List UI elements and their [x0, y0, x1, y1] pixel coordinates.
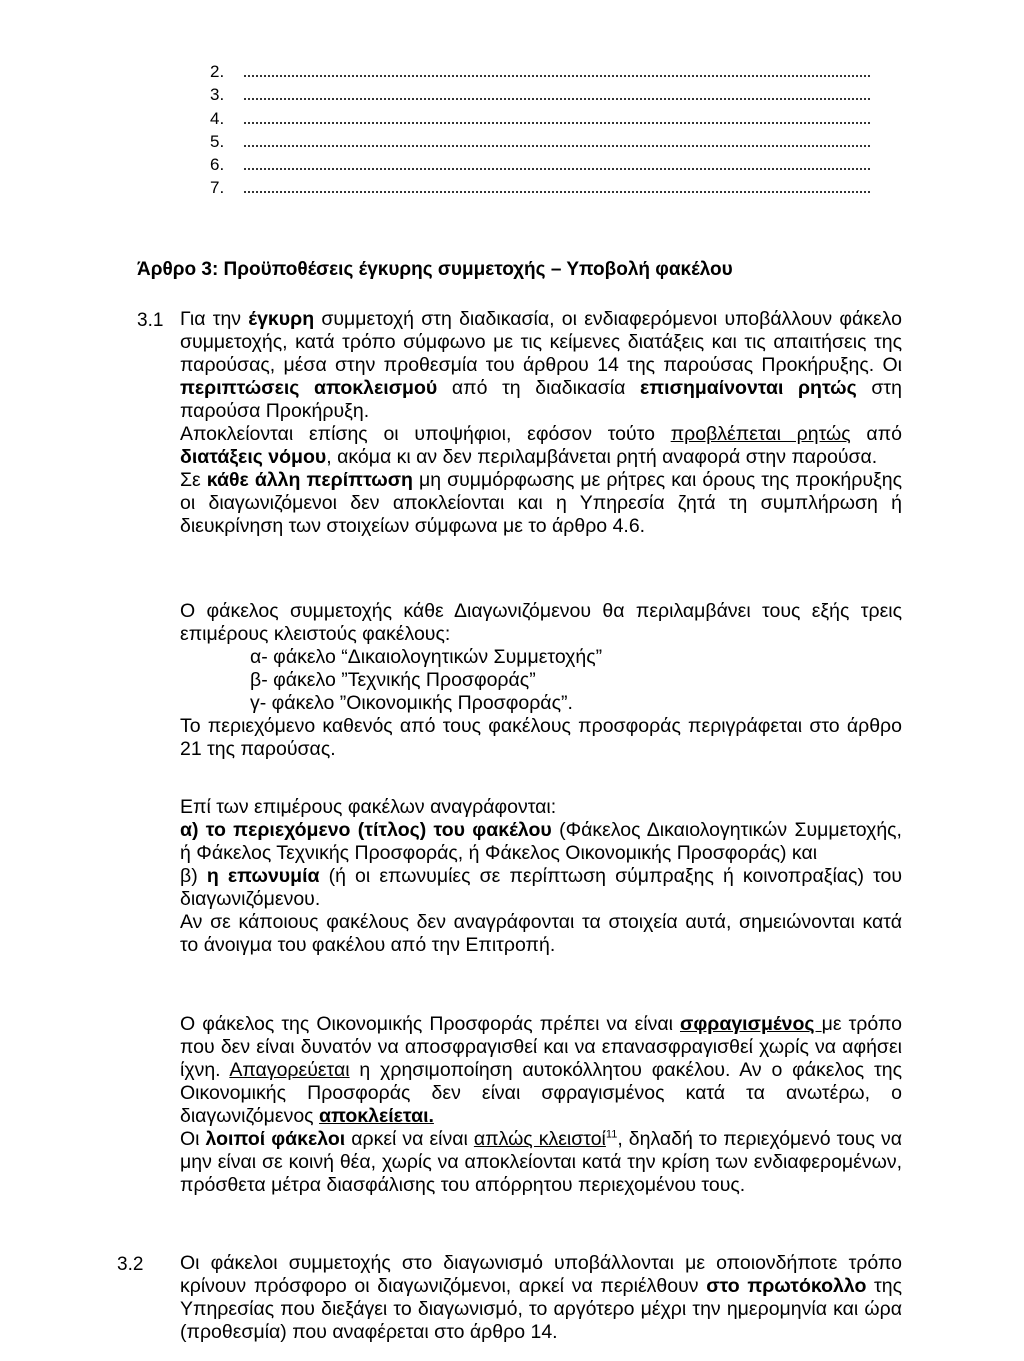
numbered-list — [210, 62, 870, 202]
list-item: 5. — [210, 132, 870, 155]
envelopes-block — [180, 600, 902, 761]
paragraph: Σε κάθε άλλη περίπτωση μη συμμόρφωσης με ρήτρες και όρους της προκήρυξης οι διαγωνιζόμενοι δεν αποκλείονται και η Υπηρεσία ζητά τη συμπλήρωση ή διευκρίνηση των στοιχείων σύμφωνα με το άρθρο 4.6. — [180, 469, 902, 537]
paragraph: α) το περιεχόμενο (τίτλος) του φακέλου (Φάκελος Δικαιολογητικών Συμμετοχής, ή Φάκελος Τεχνικής Προσφοράς, ή Φάκελος Οικονομικής Προσφοράς) και — [180, 819, 902, 864]
paragraph: Ο φάκελος συμμετοχής κάθε Διαγωνιζόμενου θα περιλαμβάνει τους εξής τρεις επιμέρους κλειστούς φακέλους: — [180, 600, 902, 645]
footnote-ref: 11 — [605, 1128, 618, 1141]
paragraph: Οι φάκελοι συμμετοχής στο διαγωνισμό υποβάλλονται με οποιονδήποτε τρόπο κρίνουν πρόσφορο οι διαγωνιζόμενοι, αρκεί να περιέλθουν στο πρωτόκολλο της Υπηρεσίας που διεξάγει το διαγωνισμό, το αργότερο μέχρι την ημερομηνία και ώρα (προθεσμία) που αναφέρεται στο άρθρο 14. — [180, 1252, 902, 1343]
list-item: 4. — [210, 109, 870, 132]
list-item: 2. — [210, 62, 870, 85]
list-item: γ- φάκελο ”Οικονομικής Προσφοράς”. — [250, 692, 573, 714]
paragraph: Ο φάκελος της Οικονομικής Προσφοράς πρέπει να είναι σφραγισμένος με τρόπο που δεν είναι δυνατόν να αποσφραγισθεί και να επανασφραγισθεί χωρίς να αφήσει ίχνη. Απαγορεύεται η χρησιμοποίηση αυτοκόλλητου φακέλου. Αν ο φάκελος της Οικονομικής Προσφοράς δεν είναι σφραγισμένος κατά τα ανωτέρω, ο διαγωνιζόμενος αποκλείεται. — [180, 1013, 902, 1127]
paragraph: Επί των επιμέρους φακέλων αναγράφονται: — [180, 796, 557, 818]
list-item: 7. — [210, 178, 870, 201]
paragraph: β) η επωνυμία (ή οι επωνυμίες σε περίπτωση σύμπραξης ή κοινοπραξίας) του διαγωνιζόμενου. — [180, 865, 902, 910]
paragraph: Οι λοιποί φάκελοι αρκεί να είναι απλώς κλειστοί$^{11}$, δηλαδή το περιεχόμενό τους να μην είναι σε κοινή θέα, χωρίς να αποκλείονται κατά την κρίση των ενδιαφερομένων, πρόσθετα μέτρα διασφάλισης του απόρρητου περιεχομένου τους. — [180, 1128, 903, 1196]
sealing-block — [180, 1013, 902, 1197]
list-item: 3. — [210, 85, 870, 108]
section-3-1-body — [180, 308, 902, 538]
section-number: 3.2 — [117, 1254, 144, 1275]
labels-block — [180, 796, 902, 957]
paragraph: Αν σε κάποιους φακέλους δεν αναγράφονται τα στοιχεία αυτά, σημειώνονται κατά το άνοιγμα του φακέλου από την Επιτροπή. — [180, 911, 902, 956]
section-3-2-body — [180, 1252, 902, 1344]
paragraph: Το περιεχόμενο καθενός από τους φακέλους προσφοράς περιγράφεται στο άρθρο 21 της παρούσας. — [180, 715, 902, 760]
list-item: α- φάκελο “Δικαιολογητικών Συμμετοχής” — [250, 646, 603, 668]
paragraph: Για την έγκυρη συμμετοχή στη διαδικασία, οι ενδιαφερόμενοι υποβάλλουν φάκελο συμμετοχής, κατά τρόπο σύμφωνο με τις κείμενες διατάξεις και τις απαιτήσεις της παρούσας, μέσα στην προθεσμία του άρθρου 14 της παρούσας Προκήρυξης. Οι περιπτώσεις αποκλεισμού από τη διαδικασία επισημαίνονται ρητώς στη παρούσα Προκήρυξη. — [180, 308, 902, 422]
list-item: β- φάκελο ”Τεχνικής Προσφοράς” — [250, 669, 536, 691]
list-item: 6. — [210, 155, 870, 178]
paragraph: Αποκλείονται επίσης οι υποψήφιοι, εφόσον τούτο προβλέπεται ρητώς από διατάξεις νόμου, ακόμα κι αν δεν περιλαμβάνεται ρητή αναφορά στην παρούσα. — [180, 423, 902, 468]
section-number: 3.1 — [137, 310, 164, 331]
article-heading: Άρθρο 3: Προϋποθέσεις έγκυρης συμμετοχής – Υποβολή φακέλου — [137, 259, 733, 280]
